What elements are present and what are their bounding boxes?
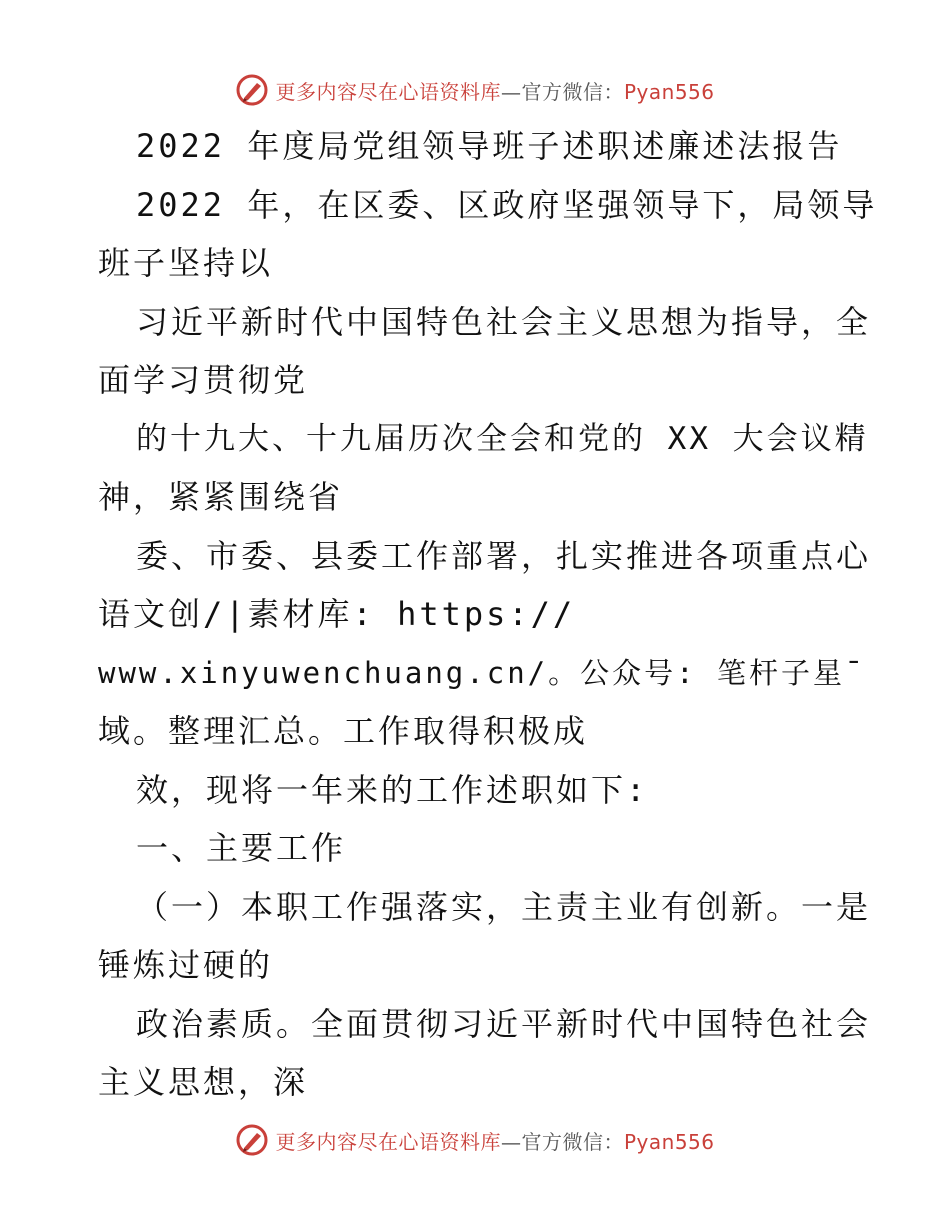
banner-wechat-id: Pyan556: [623, 79, 715, 104]
banner-text: [275, 1126, 714, 1155]
doc-line: 一、主要工作: [136, 829, 347, 867]
doc-line: 域。整理汇总。工作取得积极成: [98, 712, 589, 750]
footer-banner: [0, 1120, 950, 1160]
banner-main-text: 更多内容尽在心语资料库: [275, 79, 501, 104]
doc-line: 效，现将一年来的工作述职如下:: [136, 770, 649, 809]
doc-line: 的十九大、十九届历次全会和党的 XX 大会议精: [136, 420, 869, 457]
doc-line: 锤炼过硬的: [98, 946, 274, 984]
banner-dash: —: [500, 79, 522, 104]
banner-dash: —: [500, 1129, 522, 1154]
doc-line: 政治素质。全面贯彻习近平新时代中国特色社会: [136, 1004, 872, 1043]
doc-line: 面学习贯彻党: [98, 361, 309, 399]
doc-line: 主义思想，深: [98, 1063, 309, 1101]
banner-main-text: 更多内容尽在心语资料库: [275, 1129, 501, 1154]
pen-circle-logo-icon: [235, 1123, 269, 1157]
doc-line: 委、市委、县委工作部署，扎实推进各项重点心: [136, 536, 872, 575]
doc-line: 2022 年，在区委、区政府坚强领导下，局领导: [136, 185, 878, 224]
doc-line: www.xinyuwenchuang.cn/。公众号: 笔杆子星¯: [98, 655, 866, 690]
banner-wechat-id: Pyan556: [623, 1129, 715, 1154]
header-banner: [0, 70, 950, 110]
document-body: [98, 117, 878, 1112]
banner-text: [275, 76, 714, 105]
doc-line: 2022 年度局党组领导班子述职述廉述法报告: [136, 127, 843, 165]
banner-wechat-label: 官方微信：: [521, 1129, 624, 1154]
doc-line: 班子坚持以: [98, 244, 274, 282]
doc-line: 习近平新时代中国特色社会主义思想为指导，全: [136, 302, 872, 341]
banner-wechat-label: 官方微信：: [521, 79, 624, 104]
doc-line: （一）本职工作强落实，主责主业有创新。一是: [136, 887, 872, 926]
doc-line: 神，紧紧围绕省: [98, 478, 344, 516]
pen-circle-logo-icon: [235, 73, 269, 107]
doc-line: 语文创/|素材库: https://: [98, 595, 576, 633]
